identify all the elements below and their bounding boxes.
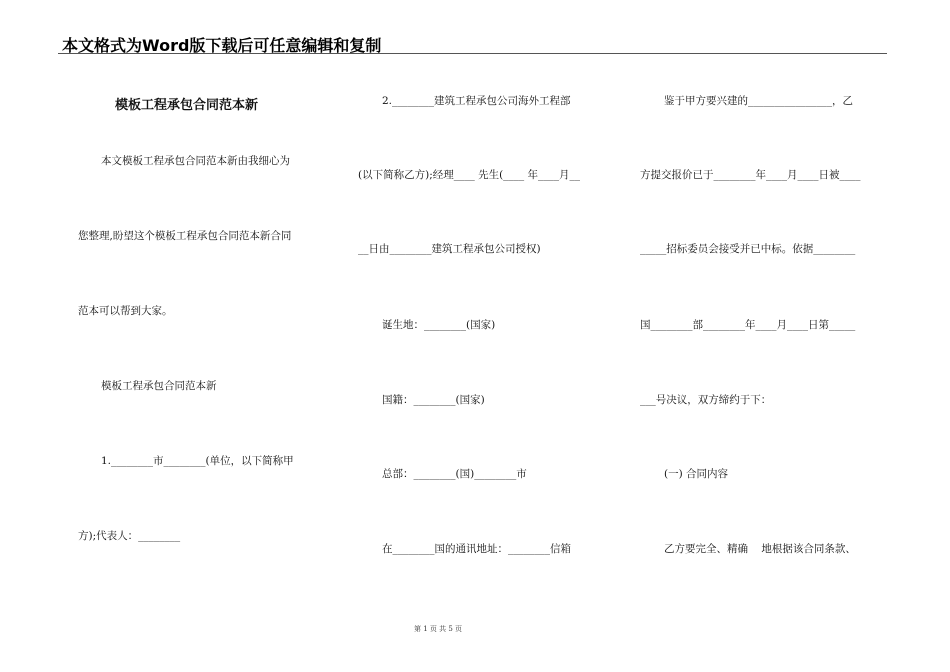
paragraph-line: 本文模板工程承包合同范本新由我细心为 [101,155,290,167]
paragraph-line: 总部：________(国)________市 [382,468,527,480]
paragraph-line: 方提交报价已于________年____月____日被____ [640,169,861,181]
paragraph-line: 方);代表人：________ [78,530,181,542]
header-divider [58,53,887,54]
paragraph-line: _____招标委员会接受并已中标。依据________ [640,243,856,255]
paragraph-line: __日由________建筑工程承包公司授权) [358,243,541,255]
paragraph-line: 鉴于甲方要兴建的________________，乙 [664,95,853,107]
paragraph-line: 诞生地：________(国家) [382,319,496,331]
paragraph-line: ___号决议，双方缔约于下： [640,394,772,406]
section-heading: 模板工程承包合同范本新 [101,380,217,392]
section-heading: (一) 合同内容 [664,468,729,480]
paragraph-line: 国籍：________(国家) [382,394,485,406]
paragraph-line: (以下简称乙方);经理____ 先生(____ 年____月__ [358,169,581,181]
paragraph-line: 范本可以帮到大家。 [78,305,173,317]
document-title: 模板工程承包合同范本新 [115,98,259,113]
paragraph-line: 2.________建筑工程承包公司海外工程部 [382,95,571,107]
paragraph-line: 乙方要完全、精确 地根据该合同条款、 [664,543,856,555]
paragraph-line: 在________国的通讯地址：________信箱 [382,543,571,555]
paragraph-line: 国________部________年____月____日第_____ [640,319,856,331]
paragraph-line: 1.________市________(单位，以下简称甲 [101,455,294,467]
page-number: 第 1 页 共 5 页 [414,625,463,633]
paragraph-line: 您整理,盼望这个模板工程承包合同范本新合同 [78,230,292,242]
document-header: 本文格式为Word版下载后可任意编辑和复制 [62,36,382,55]
